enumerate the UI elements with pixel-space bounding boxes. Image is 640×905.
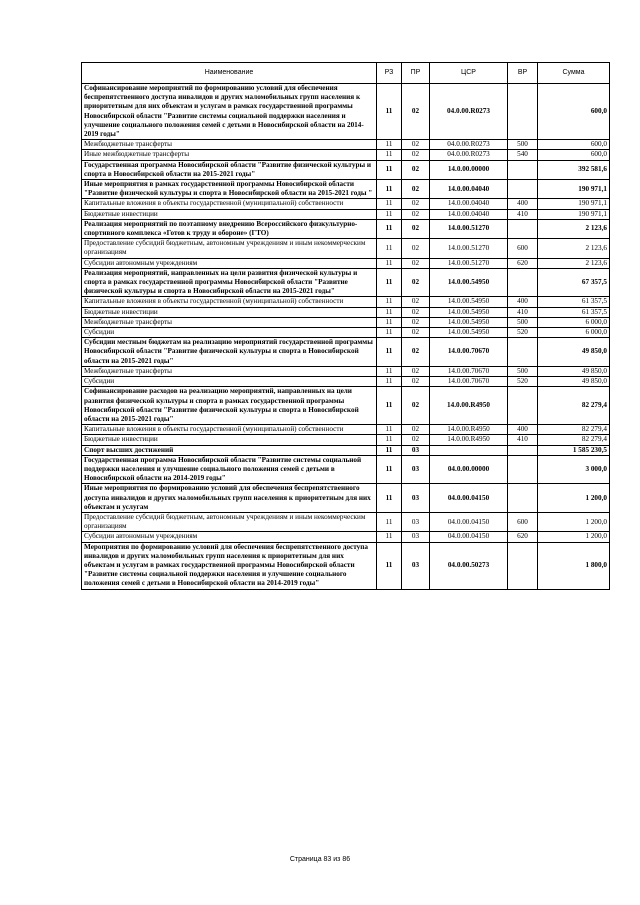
cell-vr: 410 bbox=[508, 209, 538, 219]
cell-rz: 11 bbox=[377, 317, 402, 327]
cell-vr: 600 bbox=[508, 512, 538, 531]
cell-sum: 2 123,6 bbox=[538, 239, 610, 258]
table-header bbox=[82, 63, 610, 84]
column-header-name: Наименование bbox=[82, 63, 377, 84]
table-row bbox=[82, 84, 610, 140]
cell-csr: 14.0.00.54950 bbox=[430, 307, 508, 317]
cell-pr: 03 bbox=[402, 445, 430, 455]
cell-pr: 02 bbox=[402, 180, 430, 199]
cell-pr: 03 bbox=[402, 542, 430, 589]
cell-pr: 02 bbox=[402, 387, 430, 425]
cell-name: Бюджетные инвестиции bbox=[82, 209, 377, 219]
table-row bbox=[82, 209, 610, 219]
cell-rz: 11 bbox=[377, 445, 402, 455]
cell-vr bbox=[508, 484, 538, 513]
table-row bbox=[82, 258, 610, 268]
cell-pr: 02 bbox=[402, 425, 430, 435]
cell-csr: 14.0.00.54950 bbox=[430, 297, 508, 307]
cell-sum: 61 357,5 bbox=[538, 307, 610, 317]
table-row bbox=[82, 377, 610, 387]
cell-rz: 11 bbox=[377, 140, 402, 150]
column-header-rz: РЗ bbox=[377, 63, 402, 84]
cell-pr: 03 bbox=[402, 484, 430, 513]
cell-pr: 03 bbox=[402, 455, 430, 484]
cell-pr: 02 bbox=[402, 317, 430, 327]
table-row bbox=[82, 239, 610, 258]
cell-name: Реализация мероприятий по поэтапному внедрению Всероссийского физкультурно-спортивного комплекса «Готов к труду и обороне» (ГТО) bbox=[82, 219, 377, 238]
table-row bbox=[82, 387, 610, 425]
cell-sum: 82 279,4 bbox=[538, 435, 610, 445]
cell-rz: 11 bbox=[377, 532, 402, 542]
cell-name: Государственная программа Новосибирской области "Развитие физической культуры и спорта в Новосибирской области на 2015-2021 годы" bbox=[82, 160, 377, 179]
cell-vr: 520 bbox=[508, 328, 538, 338]
table-row bbox=[82, 455, 610, 484]
cell-sum: 190 971,1 bbox=[538, 199, 610, 209]
cell-csr: 04.0.00.50273 bbox=[430, 542, 508, 589]
cell-sum: 190 971,1 bbox=[538, 209, 610, 219]
table-row bbox=[82, 328, 610, 338]
cell-csr: 04.0.00.R0273 bbox=[430, 140, 508, 150]
table-row bbox=[82, 425, 610, 435]
cell-sum: 49 850,0 bbox=[538, 338, 610, 367]
cell-pr: 02 bbox=[402, 307, 430, 317]
cell-sum: 600,0 bbox=[538, 150, 610, 160]
cell-rz: 11 bbox=[377, 387, 402, 425]
cell-name: Мероприятия по формированию условий для обеспечения беспрепятственного доступа инвалидов и других маломобильных групп населения к приоритетным для них объектам и услугам в рамках государственной программы Новосибирской области "Развитие системы социальной поддержки населения и улучшение социального положения семей с детьми в Новосибирской области на 2014-2019 годы" bbox=[82, 542, 377, 589]
cell-sum: 600,0 bbox=[538, 140, 610, 150]
table-row bbox=[82, 484, 610, 513]
cell-sum: 49 850,0 bbox=[538, 366, 610, 376]
cell-vr: 500 bbox=[508, 140, 538, 150]
cell-pr: 02 bbox=[402, 435, 430, 445]
cell-sum: 392 581,6 bbox=[538, 160, 610, 179]
table-row bbox=[82, 445, 610, 455]
budget-table bbox=[81, 62, 610, 590]
table-row bbox=[82, 150, 610, 160]
cell-vr bbox=[508, 542, 538, 589]
cell-vr bbox=[508, 455, 538, 484]
cell-sum: 67 357,5 bbox=[538, 268, 610, 297]
cell-vr: 410 bbox=[508, 307, 538, 317]
cell-sum: 1 800,0 bbox=[538, 542, 610, 589]
cell-pr: 02 bbox=[402, 258, 430, 268]
cell-rz: 11 bbox=[377, 542, 402, 589]
cell-vr: 500 bbox=[508, 366, 538, 376]
cell-vr: 520 bbox=[508, 377, 538, 387]
cell-csr: 04.0.00.00000 bbox=[430, 455, 508, 484]
cell-name: Субсидии автономным учреждениям bbox=[82, 532, 377, 542]
cell-csr: 14.0.00.51270 bbox=[430, 239, 508, 258]
cell-sum: 82 279,4 bbox=[538, 425, 610, 435]
cell-vr: 400 bbox=[508, 297, 538, 307]
table-row bbox=[82, 219, 610, 238]
cell-csr: 14.0.00.04040 bbox=[430, 209, 508, 219]
cell-vr: 400 bbox=[508, 425, 538, 435]
table-row bbox=[82, 160, 610, 179]
cell-csr: 14.0.00.R4950 bbox=[430, 425, 508, 435]
cell-name: Капитальные вложения в объекты государственной (муниципальной) собственности bbox=[82, 297, 377, 307]
cell-pr: 02 bbox=[402, 297, 430, 307]
cell-vr: 540 bbox=[508, 150, 538, 160]
cell-vr bbox=[508, 338, 538, 367]
cell-pr: 02 bbox=[402, 328, 430, 338]
cell-sum: 2 123,6 bbox=[538, 258, 610, 268]
cell-pr: 02 bbox=[402, 219, 430, 238]
page-footer: Страница 83 из 86 bbox=[289, 856, 351, 863]
cell-name: Государственная программа Новосибирской области "Развитие системы социальной поддержки населения и улучшение социального положения семей с детьми в Новосибирской области на 2014-2019 годы" bbox=[82, 455, 377, 484]
cell-vr: 410 bbox=[508, 435, 538, 445]
cell-pr: 02 bbox=[402, 160, 430, 179]
cell-name: Иные межбюджетные трансферты bbox=[82, 150, 377, 160]
cell-csr bbox=[430, 445, 508, 455]
cell-rz: 11 bbox=[377, 209, 402, 219]
cell-name: Субсидии местным бюджетам на реализацию мероприятий государственной программы Новосибирской области "Развитие физической культуры и спорта в Новосибирской области на 2015-2021 годы" bbox=[82, 338, 377, 367]
cell-rz: 11 bbox=[377, 268, 402, 297]
cell-rz: 11 bbox=[377, 512, 402, 531]
cell-sum: 2 123,6 bbox=[538, 219, 610, 238]
cell-csr: 04.0.00.04150 bbox=[430, 484, 508, 513]
cell-csr: 14.0.00.70670 bbox=[430, 366, 508, 376]
cell-csr: 14.0.00.54950 bbox=[430, 317, 508, 327]
cell-pr: 02 bbox=[402, 377, 430, 387]
cell-csr: 14.0.00.54950 bbox=[430, 268, 508, 297]
cell-csr: 14.0.00.04040 bbox=[430, 180, 508, 199]
cell-name: Предоставление субсидий бюджетным, автономным учреждениям и иным некоммерческим организациям bbox=[82, 239, 377, 258]
cell-sum: 190 971,1 bbox=[538, 180, 610, 199]
column-header-pr: ПР bbox=[402, 63, 430, 84]
cell-csr: 14.0.00.70670 bbox=[430, 338, 508, 367]
cell-csr: 04.0.00.R0273 bbox=[430, 150, 508, 160]
column-header-csr: ЦСР bbox=[430, 63, 508, 84]
cell-pr: 02 bbox=[402, 209, 430, 219]
cell-name: Реализация мероприятий, направленных на цели развития физической культуры и спорта в рамках государственной программы Новосибирской области "Развитие физической культуры и спорта в Новосибирской области на 2015-2021 годы" bbox=[82, 268, 377, 297]
cell-csr: 04.0.00.04150 bbox=[430, 532, 508, 542]
cell-csr: 14.0.00.51270 bbox=[430, 258, 508, 268]
cell-sum: 6 000,0 bbox=[538, 317, 610, 327]
cell-name: Бюджетные инвестиции bbox=[82, 435, 377, 445]
cell-sum: 61 357,5 bbox=[538, 297, 610, 307]
cell-rz: 11 bbox=[377, 199, 402, 209]
cell-rz: 11 bbox=[377, 219, 402, 238]
cell-name: Капитальные вложения в объекты государственной (муниципальной) собственности bbox=[82, 425, 377, 435]
cell-name: Спорт высших достижений bbox=[82, 445, 377, 455]
cell-vr bbox=[508, 445, 538, 455]
cell-pr: 03 bbox=[402, 512, 430, 531]
cell-vr: 600 bbox=[508, 239, 538, 258]
column-header-sum: Сумма bbox=[538, 63, 610, 84]
cell-pr: 03 bbox=[402, 532, 430, 542]
cell-sum: 1 200,0 bbox=[538, 532, 610, 542]
cell-pr: 02 bbox=[402, 338, 430, 367]
cell-sum: 600,0 bbox=[538, 84, 610, 140]
table-row bbox=[82, 140, 610, 150]
cell-sum: 1 585 230,5 bbox=[538, 445, 610, 455]
cell-name: Субсидии автономным учреждениям bbox=[82, 258, 377, 268]
cell-rz: 11 bbox=[377, 307, 402, 317]
cell-name: Софинансирование расходов на реализацию мероприятий, направленных на цели развития физической культуры и спорта в рамках государственной программы Новосибирской области "Развитие физической культуры и спорта в Новосибирской области на 2015-2021 годы" bbox=[82, 387, 377, 425]
cell-vr bbox=[508, 160, 538, 179]
cell-rz: 11 bbox=[377, 455, 402, 484]
table-row bbox=[82, 542, 610, 589]
table-row bbox=[82, 532, 610, 542]
table-row bbox=[82, 307, 610, 317]
table-body bbox=[82, 84, 610, 590]
cell-csr: 14.0.00.04040 bbox=[430, 199, 508, 209]
table-row bbox=[82, 435, 610, 445]
cell-csr: 14.0.00.00000 bbox=[430, 160, 508, 179]
cell-vr: 400 bbox=[508, 199, 538, 209]
cell-vr: 620 bbox=[508, 258, 538, 268]
cell-sum: 3 000,0 bbox=[538, 455, 610, 484]
cell-vr: 500 bbox=[508, 317, 538, 327]
cell-name: Межбюджетные трансферты bbox=[82, 317, 377, 327]
cell-name: Софинансирование мероприятий по формированию условий для обеспечения беспрепятственного доступа инвалидов и других маломобильных групп населения к приоритетным для них объектам и услугам в рамках государственной программы Новосибирской области "Развитие системы социальной поддержки населения и улучшение социального положения семей с детьми в Новосибирской области на 2014-2019 годы" bbox=[82, 84, 377, 140]
cell-rz: 11 bbox=[377, 328, 402, 338]
cell-pr: 02 bbox=[402, 199, 430, 209]
cell-rz: 11 bbox=[377, 338, 402, 367]
cell-rz: 11 bbox=[377, 425, 402, 435]
cell-rz: 11 bbox=[377, 484, 402, 513]
cell-name: Иные мероприятия в рамках государственной программы Новосибирской области "Развитие физической культуры и спорта в Новосибирской области на 2015-2021 годы " bbox=[82, 180, 377, 199]
table-row bbox=[82, 268, 610, 297]
cell-vr bbox=[508, 219, 538, 238]
cell-rz: 11 bbox=[377, 258, 402, 268]
table-row bbox=[82, 512, 610, 531]
cell-rz: 11 bbox=[377, 366, 402, 376]
cell-csr: 14.0.00.54950 bbox=[430, 328, 508, 338]
cell-vr bbox=[508, 268, 538, 297]
column-header-vr: ВР bbox=[508, 63, 538, 84]
cell-csr: 14.0.00.R4950 bbox=[430, 387, 508, 425]
cell-vr bbox=[508, 180, 538, 199]
cell-sum: 6 000,0 bbox=[538, 328, 610, 338]
cell-name: Капитальные вложения в объекты государственной (муниципальной) собственности bbox=[82, 199, 377, 209]
cell-sum: 1 200,0 bbox=[538, 484, 610, 513]
cell-name: Субсидии bbox=[82, 377, 377, 387]
cell-rz: 11 bbox=[377, 377, 402, 387]
cell-rz: 11 bbox=[377, 84, 402, 140]
cell-pr: 02 bbox=[402, 84, 430, 140]
cell-rz: 11 bbox=[377, 180, 402, 199]
cell-csr: 14.0.00.R4950 bbox=[430, 435, 508, 445]
cell-rz: 11 bbox=[377, 435, 402, 445]
cell-csr: 04.0.00.04150 bbox=[430, 512, 508, 531]
cell-csr: 04.0.00.R0273 bbox=[430, 84, 508, 140]
cell-rz: 11 bbox=[377, 297, 402, 307]
cell-rz: 11 bbox=[377, 160, 402, 179]
cell-pr: 02 bbox=[402, 268, 430, 297]
cell-vr bbox=[508, 387, 538, 425]
cell-vr: 620 bbox=[508, 532, 538, 542]
cell-name: Иные мероприятия по формированию условий для обеспечения беспрепятственного доступа инвалидов и других маломобильных групп населения к приоритетным для них объектам и услугам bbox=[82, 484, 377, 513]
cell-name: Предоставление субсидий бюджетным, автономным учреждениям и иным некоммерческим организациям bbox=[82, 512, 377, 531]
table-row bbox=[82, 180, 610, 199]
cell-sum: 82 279,4 bbox=[538, 387, 610, 425]
cell-pr: 02 bbox=[402, 239, 430, 258]
cell-csr: 14.0.00.70670 bbox=[430, 377, 508, 387]
cell-pr: 02 bbox=[402, 366, 430, 376]
cell-pr: 02 bbox=[402, 150, 430, 160]
cell-name: Межбюджетные трансферты bbox=[82, 366, 377, 376]
cell-rz: 11 bbox=[377, 239, 402, 258]
cell-name: Субсидии bbox=[82, 328, 377, 338]
table-row bbox=[82, 338, 610, 367]
cell-name: Бюджетные инвестиции bbox=[82, 307, 377, 317]
cell-sum: 49 850,0 bbox=[538, 377, 610, 387]
table-row bbox=[82, 317, 610, 327]
cell-csr: 14.0.00.51270 bbox=[430, 219, 508, 238]
cell-vr bbox=[508, 84, 538, 140]
table-row bbox=[82, 297, 610, 307]
cell-name: Межбюджетные трансферты bbox=[82, 140, 377, 150]
table-row bbox=[82, 366, 610, 376]
cell-pr: 02 bbox=[402, 140, 430, 150]
cell-rz: 11 bbox=[377, 150, 402, 160]
table-row bbox=[82, 199, 610, 209]
cell-sum: 1 200,0 bbox=[538, 512, 610, 531]
